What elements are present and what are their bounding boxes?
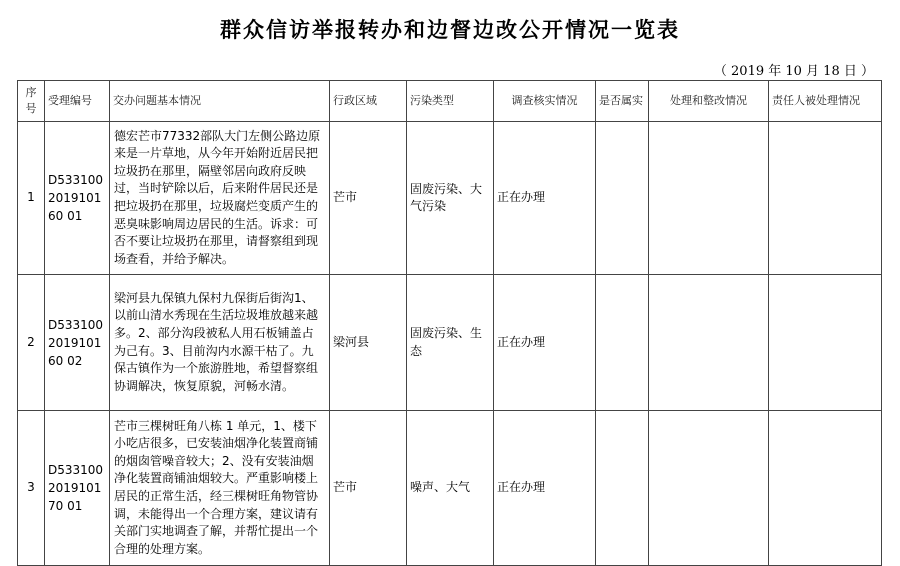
- row-accountability: [769, 411, 882, 566]
- header-pollution: 污染类型: [407, 81, 494, 122]
- row-region: 芒市: [330, 411, 407, 566]
- header-handling: 处理和整改情况: [649, 81, 769, 122]
- row-region: 芒市: [330, 122, 407, 275]
- row-issue: 德宏芒市77332部队大门左侧公路边原来是一片草地，从今年开始附近居民把垃圾扔在那里，隔壁邻居向政府反映过，当时铲除以后，后来附件居民还是把垃圾扔在那里，垃圾腐烂变质产生的恶臭味影响周边居民的生活。诉求：可否不要让垃圾扔在那里，请督察组到现场查看，并给予解决。: [110, 122, 330, 275]
- row-verified: [596, 275, 649, 411]
- row-handling: [649, 411, 769, 566]
- table-header-row: [18, 81, 882, 122]
- page-title: 群众信访举报转办和边督边改公开情况一览表: [220, 17, 680, 42]
- header-accountability: 责任人被处理情况: [769, 81, 882, 122]
- table-row: [18, 411, 882, 566]
- header-seq: 序号: [18, 81, 45, 122]
- header-code: 受理编号: [45, 81, 110, 122]
- row-accountability: [769, 275, 882, 411]
- table-row: [18, 122, 882, 275]
- row-seq: 2: [18, 275, 45, 411]
- header-issue: 交办问题基本情况: [110, 81, 330, 122]
- row-issue: 梁河县九保镇九保村九保街后街沟1、以前山清水秀现在生活垃圾堆放越来越多。2、部分沟段被私人用石板铺盖占为己有。3、目前沟内水源干枯了。九保古镇作为一个旅游胜地，希望督察组协调解决，恢复原貌，河畅水清。: [110, 275, 330, 411]
- row-seq: 1: [18, 122, 45, 275]
- petition-table: [17, 80, 882, 566]
- row-investigation: 正在办理: [494, 122, 596, 275]
- row-code: D533100201910160 02: [45, 275, 110, 411]
- row-issue: 芒市三棵树旺角八栋 1 单元，1、楼下小吃店很多，已安装油烟净化装置商铺的烟囱管噪音较大；2、没有安装油烟净化装置商铺油烟较大。严重影响楼上居民的正常生活，经三棵树旺角物管协调，未能得出一个合理方案，建议请有关部门实地调查了解，并帮忙提出一个合理的处理方案。: [110, 411, 330, 566]
- report-date: （ 2019 年 10 月 18 日 ）: [713, 64, 874, 79]
- row-verified: [596, 122, 649, 275]
- row-pollution: 固废污染、生态: [407, 275, 494, 411]
- row-handling: [649, 122, 769, 275]
- row-pollution: 噪声、大气: [407, 411, 494, 566]
- row-investigation: 正在办理: [494, 411, 596, 566]
- row-seq: 3: [18, 411, 45, 566]
- table-row: [18, 275, 882, 411]
- row-region: 梁河县: [330, 275, 407, 411]
- header-investigation: 调查核实情况: [494, 81, 596, 122]
- row-pollution: 固废污染、大气污染: [407, 122, 494, 275]
- row-investigation: 正在办理: [494, 275, 596, 411]
- header-verified: 是否属实: [596, 81, 649, 122]
- header-region: 行政区域: [330, 81, 407, 122]
- row-code: D533100201910170 01: [45, 411, 110, 566]
- row-code: D533100201910160 01: [45, 122, 110, 275]
- row-verified: [596, 411, 649, 566]
- row-accountability: [769, 122, 882, 275]
- row-handling: [649, 275, 769, 411]
